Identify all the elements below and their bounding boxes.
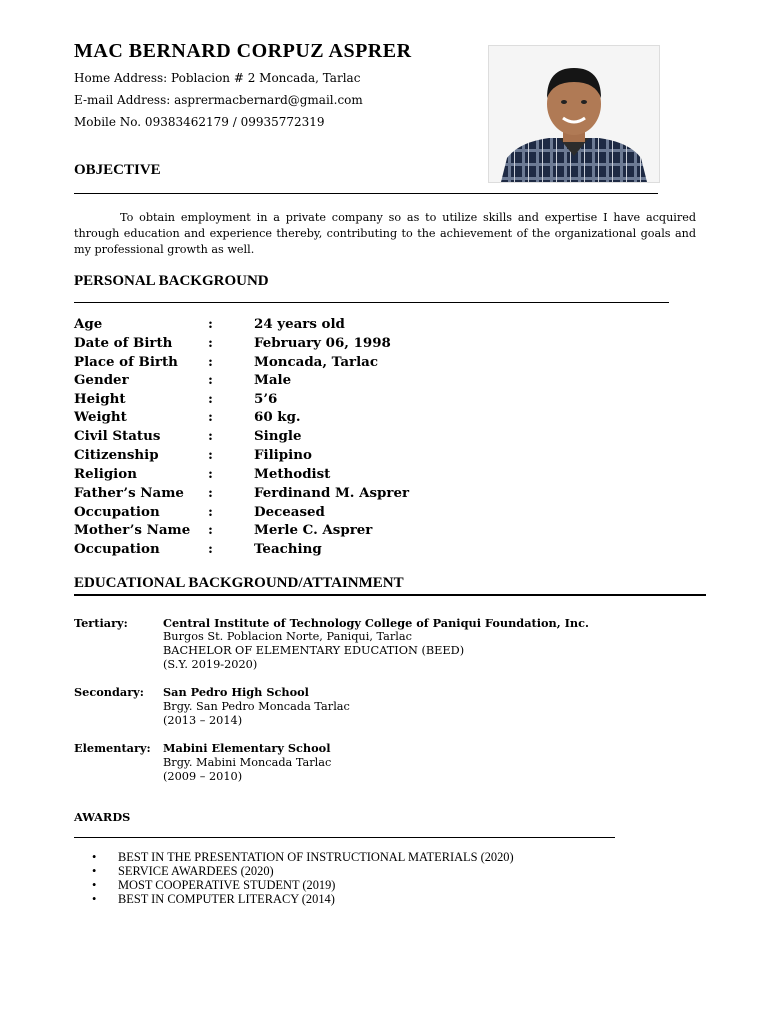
row-label: Date of Birth: [74, 335, 173, 351]
personal-row: [74, 541, 674, 560]
personal-row: [74, 447, 674, 466]
row-separator: :: [208, 391, 213, 407]
row-value: Teaching: [254, 541, 322, 557]
row-label: Place of Birth: [74, 354, 178, 370]
email-address: E-mail Address: asprermacbernard@gmail.com: [74, 93, 363, 107]
personal-row: [74, 522, 674, 541]
elementary-years: (2009 – 2010): [163, 770, 243, 783]
education-divider: [74, 594, 706, 596]
row-value: February 06, 1998: [254, 335, 391, 351]
personal-row: [74, 316, 674, 335]
row-value: Deceased: [254, 504, 325, 520]
row-label: Occupation: [74, 504, 160, 520]
applicant-name: MAC BERNARD CORPUZ ASPRER: [74, 40, 412, 62]
row-separator: :: [208, 428, 213, 444]
row-value: Male: [254, 372, 292, 388]
row-value: 24 years old: [254, 316, 345, 332]
bullet-icon: •: [92, 878, 97, 892]
row-value: Ferdinand M. Asprer: [254, 485, 410, 501]
tertiary-school: Central Institute of Technology College of Paniqui Foundation, Inc.: [163, 616, 589, 630]
award-text: BEST IN THE PRESENTATION OF INSTRUCTIONAL MATERIALS (2020): [118, 850, 514, 864]
tertiary-years: (S.Y. 2019-2020): [163, 658, 258, 671]
row-separator: :: [208, 447, 213, 463]
awards-divider: [74, 837, 615, 838]
elementary-address: Brgy. Mabini Moncada Tarlac: [163, 756, 332, 769]
personal-background-heading: PERSONAL BACKGROUND: [74, 273, 269, 289]
personal-row: [74, 504, 674, 523]
personal-row: [74, 354, 674, 373]
objective-divider: [74, 193, 658, 194]
secondary-school: San Pedro High School: [163, 685, 309, 699]
objective-text: [74, 210, 696, 258]
objective-paragraph: To obtain employment in a private company so as to utilize skills and expertise I have acquired through education and experience thereby, contributing to the achievement of the organizational goals and my professional growth as well.: [74, 211, 696, 256]
secondary-label: Secondary:: [74, 685, 144, 699]
awards-list: [92, 850, 514, 906]
tertiary-label: Tertiary:: [74, 616, 128, 630]
row-label: Mother’s Name: [74, 522, 191, 538]
row-label: Father’s Name: [74, 485, 184, 501]
personal-row: [74, 409, 674, 428]
row-label: Occupation: [74, 541, 160, 557]
personal-row: [74, 466, 674, 485]
profile-photo: [488, 45, 660, 183]
personal-background-divider: [74, 302, 669, 303]
tertiary-address: Burgos St. Poblacion Norte, Paniqui, Tarlac: [163, 630, 412, 643]
secondary-address: Brgy. San Pedro Moncada Tarlac: [163, 700, 350, 713]
row-separator: :: [208, 466, 213, 482]
home-address: Home Address: Poblacion # 2 Moncada, Tarlac: [74, 71, 361, 85]
row-value: 60 kg.: [254, 409, 301, 425]
bullet-icon: •: [92, 892, 97, 906]
row-label: Height: [74, 391, 126, 407]
personal-row: [74, 335, 674, 354]
row-label: Weight: [74, 409, 127, 425]
row-value: Single: [254, 428, 302, 444]
row-value: Methodist: [254, 466, 331, 482]
elementary-label: Elementary:: [74, 741, 151, 755]
award-item: [92, 850, 514, 864]
personal-row: [74, 391, 674, 410]
education-heading: EDUCATIONAL BACKGROUND/ATTAINMENT: [74, 575, 404, 591]
secondary-years: (2013 – 2014): [163, 714, 243, 727]
row-label: Gender: [74, 372, 129, 388]
personal-row: [74, 372, 674, 391]
elementary-school: Mabini Elementary School: [163, 741, 331, 755]
award-text: MOST COOPERATIVE STUDENT (2019): [118, 878, 336, 892]
mobile-number: Mobile No. 09383462179 / 09935772319: [74, 115, 325, 129]
row-label: Civil Status: [74, 428, 161, 444]
row-separator: :: [208, 504, 213, 520]
row-separator: :: [208, 354, 213, 370]
row-label: Citizenship: [74, 447, 159, 463]
row-separator: :: [208, 316, 213, 332]
row-value: Filipino: [254, 447, 312, 463]
row-separator: :: [208, 541, 213, 557]
objective-heading: OBJECTIVE: [74, 162, 161, 178]
bullet-icon: •: [92, 850, 97, 864]
row-label: Age: [74, 316, 103, 332]
award-item: [92, 892, 514, 906]
award-text: SERVICE AWARDEES (2020): [118, 864, 274, 878]
row-separator: :: [208, 409, 213, 425]
award-text: BEST IN COMPUTER LITERACY (2014): [118, 892, 335, 906]
personal-row: [74, 428, 674, 447]
row-label: Religion: [74, 466, 137, 482]
row-separator: :: [208, 522, 213, 538]
personal-row: [74, 485, 674, 504]
row-value: 5’6: [254, 391, 278, 407]
bullet-icon: •: [92, 864, 97, 878]
row-separator: :: [208, 372, 213, 388]
row-value: Moncada, Tarlac: [254, 354, 379, 370]
award-item: [92, 878, 514, 892]
awards-heading: AWARDS: [74, 810, 131, 824]
row-value: Merle C. Asprer: [254, 522, 373, 538]
profile-photo-image: [489, 46, 659, 182]
row-separator: :: [208, 335, 213, 351]
row-separator: :: [208, 485, 213, 501]
award-item: [92, 864, 514, 878]
tertiary-degree: BACHELOR OF ELEMENTARY EDUCATION (BEED): [163, 644, 465, 657]
